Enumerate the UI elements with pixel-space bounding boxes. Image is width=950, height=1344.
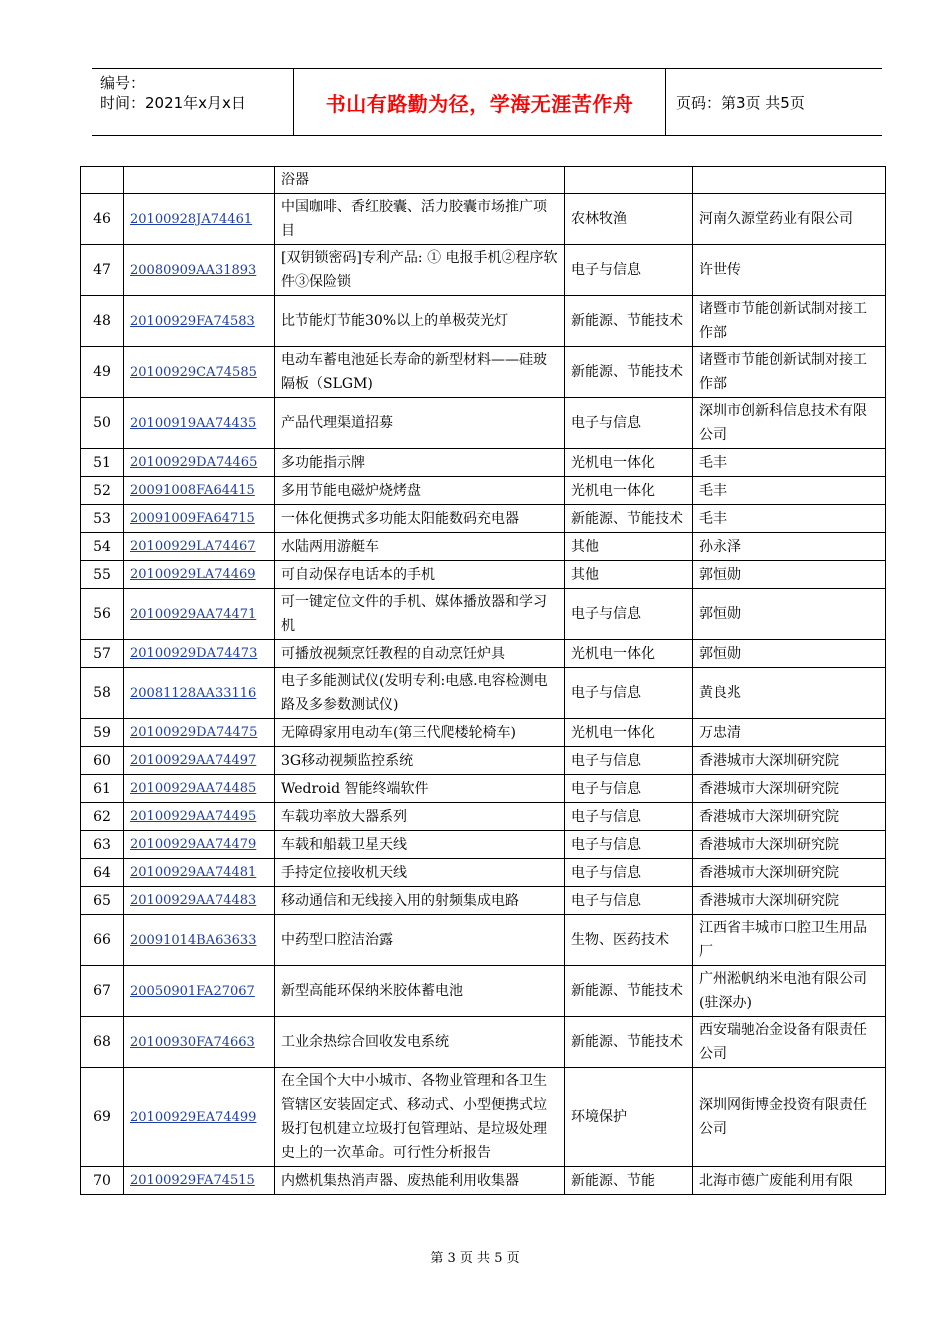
project-category-cell <box>565 719 693 747</box>
row-number-cell <box>81 887 124 915</box>
project-code-link[interactable]: 20100930FA74663 <box>130 1034 255 1050</box>
project-organization-cell <box>693 167 886 194</box>
row-number-cell <box>81 533 124 561</box>
table-row <box>81 194 886 245</box>
project-code-link[interactable]: 20100929DA74475 <box>130 725 258 740</box>
project-name-cell <box>275 803 565 831</box>
project-name: 3G移动视频监控系统 <box>281 752 414 769</box>
row-number-cell <box>81 640 124 668</box>
project-organization: 郭恒勋 <box>699 606 741 622</box>
project-code-link-cell <box>124 398 275 449</box>
project-organization-cell <box>693 915 886 966</box>
row-number-cell <box>81 245 124 296</box>
project-name-cell <box>275 296 565 347</box>
project-code-link-cell <box>124 915 275 966</box>
project-code-link[interactable]: 20100929AA74495 <box>130 809 257 824</box>
project-category-cell <box>565 296 693 347</box>
project-organization: 香港城市大深圳研究院 <box>699 864 839 881</box>
project-name: 电子多能测试仪(发明专利:电感.电容检测电路及多参数测试仪) <box>281 673 548 713</box>
project-name-cell <box>275 477 565 505</box>
project-code-link-cell <box>124 533 275 561</box>
project-code-link[interactable]: 20100929AA74483 <box>130 893 257 908</box>
project-name-cell <box>275 533 565 561</box>
project-organization: 香港城市大深圳研究院 <box>699 808 839 825</box>
project-code-link[interactable]: 20080909AA31893 <box>130 262 257 278</box>
row-number: 63 <box>93 836 111 853</box>
project-organization: 深圳网街博金投资有限责任公司 <box>699 1097 867 1137</box>
project-category-cell <box>565 1017 693 1068</box>
table-row <box>81 640 886 668</box>
project-name-cell <box>275 719 565 747</box>
row-number-cell <box>81 505 124 533</box>
table-row <box>81 533 886 561</box>
project-category: 电子与信息 <box>571 415 641 431</box>
project-code-link-cell <box>124 449 275 477</box>
row-number-cell <box>81 859 124 887</box>
project-code-link[interactable]: 20100919AA74435 <box>130 415 257 431</box>
project-name-cell <box>275 449 565 477</box>
project-organization: 万忠清 <box>699 724 741 741</box>
project-name-cell <box>275 589 565 640</box>
row-number: 70 <box>93 1172 111 1189</box>
project-category-cell <box>565 640 693 668</box>
row-number-cell <box>81 1068 124 1167</box>
table-row <box>81 347 886 398</box>
project-code-link[interactable]: 20100928JA74461 <box>130 211 253 227</box>
project-name: 新型高能环保纳米胶体蓄电池 <box>281 983 463 999</box>
header-page-info: 页码：第3页 共5页 <box>676 93 805 112</box>
project-code-link-cell <box>124 859 275 887</box>
project-category: 新能源、节能技术 <box>571 313 683 329</box>
table-row <box>81 775 886 803</box>
project-code-link-cell <box>124 167 275 194</box>
project-name-cell <box>275 245 565 296</box>
row-number: 52 <box>93 482 111 499</box>
project-code-link[interactable]: 20100929AA74479 <box>130 837 257 852</box>
row-number: 65 <box>93 892 111 909</box>
project-code-link[interactable]: 20100929DA74473 <box>130 646 258 661</box>
project-organization: 北海市德广废能利用有限 <box>699 1172 853 1189</box>
project-name: 多功能指示牌 <box>281 454 365 471</box>
project-organization-cell <box>693 831 886 859</box>
row-number: 48 <box>93 313 111 329</box>
row-number: 55 <box>93 566 111 583</box>
project-name: 一体化便携式多功能太阳能数码充电器 <box>281 510 519 527</box>
project-code-link-cell <box>124 1068 275 1167</box>
project-organization-cell <box>693 296 886 347</box>
project-code-link-cell <box>124 887 275 915</box>
project-code-link[interactable]: 20100929LA74469 <box>130 567 256 582</box>
project-name-cell <box>275 887 565 915</box>
project-name: 可自动保存电话本的手机 <box>281 566 435 583</box>
project-category: 新能源、节能技术 <box>571 510 683 527</box>
number-label: 编号： <box>100 74 146 92</box>
project-category: 电子与信息 <box>571 262 641 278</box>
project-organization: 郭恒勋 <box>699 645 741 662</box>
row-number-cell <box>81 398 124 449</box>
project-table <box>80 166 886 1195</box>
project-category: 光机电一体化 <box>571 645 655 662</box>
project-code-link-cell <box>124 194 275 245</box>
project-organization-cell <box>693 803 886 831</box>
project-category: 光机电一体化 <box>571 454 655 471</box>
project-category: 新能源、节能技术 <box>571 364 683 380</box>
row-number: 53 <box>93 510 111 527</box>
project-category: 新能源、节能技术 <box>571 983 683 999</box>
project-code-link[interactable]: 20100929LA74467 <box>130 539 256 554</box>
project-category: 新能源、节能 <box>571 1172 655 1189</box>
project-organization-cell <box>693 719 886 747</box>
project-category-cell <box>565 167 693 194</box>
project-category: 新能源、节能技术 <box>571 1034 683 1050</box>
project-name-cell <box>275 775 565 803</box>
project-category: 光机电一体化 <box>571 482 655 499</box>
project-code-link[interactable]: 20081128AA33116 <box>130 685 257 701</box>
project-code-link-cell <box>124 296 275 347</box>
table-row <box>81 859 886 887</box>
table-row <box>81 1017 886 1068</box>
project-organization: 香港城市大深圳研究院 <box>699 892 839 909</box>
project-code-link[interactable]: 20100929AA74485 <box>130 781 257 796</box>
project-name-cell <box>275 398 565 449</box>
project-code-link[interactable]: 20100929FA74583 <box>130 313 255 329</box>
project-name: 在全国个大中小城市、各物业管理和各卫生管辖区安装固定式、移动式、小型便携式垃圾打包机建立垃圾打包管理站、是垃圾处理史上的一次革命。可行性分析报告 <box>281 1073 547 1161</box>
project-category-cell <box>565 915 693 966</box>
project-category: 生物、医药技术 <box>571 932 669 948</box>
page-footer: 第 3 页 共 5 页 <box>430 1251 520 1266</box>
row-number: 69 <box>93 1109 111 1125</box>
project-organization-cell <box>693 398 886 449</box>
row-number: 50 <box>93 415 111 431</box>
row-number-cell <box>81 803 124 831</box>
project-organization-cell <box>693 347 886 398</box>
table-row <box>81 915 886 966</box>
project-code-link-cell <box>124 245 275 296</box>
project-name: 内燃机集热消声器、废热能利用收集器 <box>281 1172 519 1189</box>
project-name: Wedroid 智能终端软件 <box>281 780 429 797</box>
table-row <box>81 561 886 589</box>
row-number-cell <box>81 347 124 398</box>
project-name-cell <box>275 859 565 887</box>
project-organization-cell <box>693 245 886 296</box>
row-number: 58 <box>93 685 111 701</box>
row-number: 62 <box>93 808 111 825</box>
project-category: 电子与信息 <box>571 808 641 825</box>
project-organization: 黄良兆 <box>699 685 741 701</box>
project-category-cell <box>565 398 693 449</box>
project-organization-cell <box>693 640 886 668</box>
project-category: 环境保护 <box>571 1109 627 1125</box>
table-row <box>81 245 886 296</box>
project-organization-cell <box>693 668 886 719</box>
project-name-cell <box>275 668 565 719</box>
project-organization-cell <box>693 1068 886 1167</box>
row-number-cell <box>81 966 124 1017</box>
project-name-cell <box>275 347 565 398</box>
project-category-cell <box>565 859 693 887</box>
project-code-link[interactable]: 20091008FA64415 <box>130 483 255 498</box>
project-code-link[interactable]: 20091014BA63633 <box>130 932 257 948</box>
project-code-link[interactable]: 20100929AA74497 <box>130 753 257 768</box>
table-row <box>81 589 886 640</box>
project-name: 可播放视频烹饪教程的自动烹饪炉具 <box>281 645 505 662</box>
project-name: 水陆两用游艇车 <box>281 538 379 555</box>
project-name-cell <box>275 747 565 775</box>
row-number-cell <box>81 477 124 505</box>
project-name: [双钥锁密码]专利产品: ① 电报手机②程序软件③保险锁 <box>281 250 558 290</box>
row-number: 60 <box>93 752 111 769</box>
project-code-link-cell <box>124 775 275 803</box>
row-number-cell <box>81 668 124 719</box>
table-row <box>81 803 886 831</box>
row-number: 64 <box>93 864 111 881</box>
project-organization-cell <box>693 561 886 589</box>
project-category-cell <box>565 966 693 1017</box>
project-code-link-cell <box>124 1167 275 1195</box>
project-code-link-cell <box>124 505 275 533</box>
project-code-link[interactable]: 20100929AA74481 <box>130 865 257 880</box>
project-name-cell <box>275 505 565 533</box>
row-number-cell <box>81 167 124 194</box>
row-number-cell <box>81 915 124 966</box>
project-organization: 西安瑞驰冶金设备有限责任公司 <box>699 1022 867 1062</box>
table-row <box>81 747 886 775</box>
row-number-cell <box>81 589 124 640</box>
table-row <box>81 505 886 533</box>
row-number-cell <box>81 719 124 747</box>
row-number: 61 <box>93 780 111 797</box>
project-organization: 香港城市大深圳研究院 <box>699 752 839 769</box>
row-number: 59 <box>93 724 111 741</box>
project-organization-cell <box>693 194 886 245</box>
project-organization: 孙永泽 <box>699 538 741 555</box>
project-code-link[interactable]: 20050901FA27067 <box>130 983 255 999</box>
project-code-link[interactable]: 20100929DA74465 <box>130 455 258 470</box>
project-name-cell <box>275 831 565 859</box>
project-category: 农林牧渔 <box>571 211 627 227</box>
project-category-cell <box>565 803 693 831</box>
project-organization-cell <box>693 1017 886 1068</box>
project-code-link-cell <box>124 561 275 589</box>
project-category-cell <box>565 449 693 477</box>
table-row <box>81 668 886 719</box>
project-organization-cell <box>693 747 886 775</box>
table-row <box>81 398 886 449</box>
project-category: 电子与信息 <box>571 752 641 769</box>
project-name-cell <box>275 915 565 966</box>
project-code-link-cell <box>124 477 275 505</box>
project-category-cell <box>565 505 693 533</box>
project-name: 电动车蓄电池延长寿命的新型材料——硅玻隔板（SLGM) <box>281 352 547 392</box>
project-code-link-cell <box>124 803 275 831</box>
project-code-link-cell <box>124 831 275 859</box>
project-organization-cell <box>693 449 886 477</box>
project-category: 光机电一体化 <box>571 724 655 741</box>
project-name: 比节能灯节能30%以上的单极荧光灯 <box>281 313 509 329</box>
project-organization: 广州淞帆纳米电池有限公司(驻深办) <box>699 971 867 1011</box>
project-name: 产品代理渠道招募 <box>281 415 393 431</box>
project-name: 中药型口腔洁治露 <box>281 932 393 948</box>
project-name-cell <box>275 1167 565 1195</box>
project-category: 电子与信息 <box>571 780 641 797</box>
project-organization-cell <box>693 775 886 803</box>
project-category-cell <box>565 747 693 775</box>
table-row <box>81 966 886 1017</box>
header-left <box>92 69 293 135</box>
project-category: 电子与信息 <box>571 864 641 881</box>
project-name: 无障碍家用电动车(第三代爬楼轮椅车) <box>281 724 516 741</box>
project-code-link-cell <box>124 668 275 719</box>
project-category-cell <box>565 775 693 803</box>
row-number: 68 <box>93 1034 111 1050</box>
project-organization: 诸暨市节能创新试制对接工作部 <box>699 352 867 392</box>
project-code-link[interactable]: 20100929CA74585 <box>130 364 257 380</box>
table-row <box>81 719 886 747</box>
project-organization: 郭恒勋 <box>699 566 741 583</box>
project-name: 中国咖啡、香红胶囊、活力胶囊市场推广项目 <box>281 199 547 239</box>
project-name: 浴器 <box>281 172 309 188</box>
project-organization: 诸暨市节能创新试制对接工作部 <box>699 301 867 341</box>
time-label: 时间：2021年x月x日 <box>100 94 246 112</box>
row-number: 51 <box>93 454 111 471</box>
header-motto: 书山有路勤为径，学海无涯苦作舟 <box>293 69 666 135</box>
project-code-link-cell <box>124 747 275 775</box>
project-organization-cell <box>693 505 886 533</box>
project-organization-cell <box>693 966 886 1017</box>
row-number: 49 <box>93 364 111 380</box>
project-name-cell <box>275 1017 565 1068</box>
project-organization: 许世传 <box>699 262 741 278</box>
row-number-cell <box>81 831 124 859</box>
table-row <box>81 887 886 915</box>
project-code-link-cell <box>124 719 275 747</box>
project-code-link[interactable]: 20100929FA74515 <box>130 1173 255 1188</box>
row-number: 46 <box>93 211 111 227</box>
project-code-link-cell <box>124 347 275 398</box>
project-name: 手持定位接收机天线 <box>281 864 407 881</box>
project-category-cell <box>565 245 693 296</box>
table-row <box>81 1167 886 1195</box>
project-organization-cell <box>693 887 886 915</box>
project-organization: 河南久源堂药业有限公司 <box>699 211 853 227</box>
row-number-cell <box>81 194 124 245</box>
project-organization-cell <box>693 533 886 561</box>
project-organization: 香港城市大深圳研究院 <box>699 836 839 853</box>
project-organization: 毛丰 <box>699 454 727 471</box>
row-number: 57 <box>93 645 111 662</box>
project-category-cell <box>565 194 693 245</box>
table-row <box>81 1068 886 1167</box>
project-category-cell <box>565 887 693 915</box>
row-number-cell <box>81 449 124 477</box>
project-category: 其他 <box>571 566 599 583</box>
project-name: 多用节能电磁炉烧烤盘 <box>281 482 421 499</box>
project-category: 其他 <box>571 538 599 555</box>
project-category: 电子与信息 <box>571 892 641 909</box>
project-name-cell <box>275 194 565 245</box>
row-number: 67 <box>93 983 111 999</box>
project-category-cell <box>565 668 693 719</box>
row-number: 56 <box>93 606 111 622</box>
project-organization-cell <box>693 589 886 640</box>
row-number-cell <box>81 296 124 347</box>
project-table-body <box>81 167 886 1195</box>
row-number-cell <box>81 1017 124 1068</box>
table-row <box>81 449 886 477</box>
project-code-link-cell <box>124 589 275 640</box>
project-organization-cell <box>693 859 886 887</box>
project-organization-cell <box>693 1167 886 1195</box>
project-category-cell <box>565 561 693 589</box>
project-code-link[interactable]: 20100929EA74499 <box>130 1109 257 1125</box>
project-code-link-cell <box>124 640 275 668</box>
project-name: 移动通信和无线接入用的射频集成电路 <box>281 892 519 909</box>
project-organization: 深圳市创新科信息技术有限公司 <box>699 403 867 443</box>
project-name: 车载和船载卫星天线 <box>281 836 407 853</box>
page-header <box>92 68 882 136</box>
project-code-link-cell <box>124 1017 275 1068</box>
project-category-cell <box>565 533 693 561</box>
row-number-cell <box>81 747 124 775</box>
project-name-cell <box>275 966 565 1017</box>
row-number: 66 <box>93 932 111 948</box>
table-row <box>81 477 886 505</box>
table-row <box>81 831 886 859</box>
project-name-cell <box>275 167 565 194</box>
project-code-link-cell <box>124 966 275 1017</box>
project-category: 电子与信息 <box>571 685 641 701</box>
project-name: 车载功率放大器系列 <box>281 808 407 825</box>
project-organization-cell <box>693 477 886 505</box>
table-row <box>81 296 886 347</box>
project-organization: 香港城市大深圳研究院 <box>699 780 839 797</box>
project-organization: 毛丰 <box>699 510 727 527</box>
project-category-cell <box>565 1167 693 1195</box>
project-category-cell <box>565 477 693 505</box>
project-name: 工业余热综合回收发电系统 <box>281 1034 449 1050</box>
project-name: 可一键定位文件的手机、媒体播放器和学习机 <box>281 594 547 634</box>
project-category: 电子与信息 <box>571 606 641 622</box>
project-category-cell <box>565 1068 693 1167</box>
table-row <box>81 167 886 194</box>
project-name-cell <box>275 1068 565 1167</box>
row-number: 47 <box>93 262 111 278</box>
project-category-cell <box>565 347 693 398</box>
row-number: 54 <box>93 538 111 555</box>
project-organization: 江西省丰城市口腔卫生用品厂 <box>699 920 867 960</box>
row-number-cell <box>81 561 124 589</box>
project-category-cell <box>565 589 693 640</box>
project-name-cell <box>275 640 565 668</box>
project-category: 电子与信息 <box>571 836 641 853</box>
row-number-cell <box>81 775 124 803</box>
project-name-cell <box>275 561 565 589</box>
project-code-link[interactable]: 20100929AA74471 <box>130 606 257 622</box>
project-category-cell <box>565 831 693 859</box>
project-organization: 毛丰 <box>699 482 727 499</box>
project-code-link[interactable]: 20091009FA64715 <box>130 511 255 526</box>
row-number-cell <box>81 1167 124 1195</box>
